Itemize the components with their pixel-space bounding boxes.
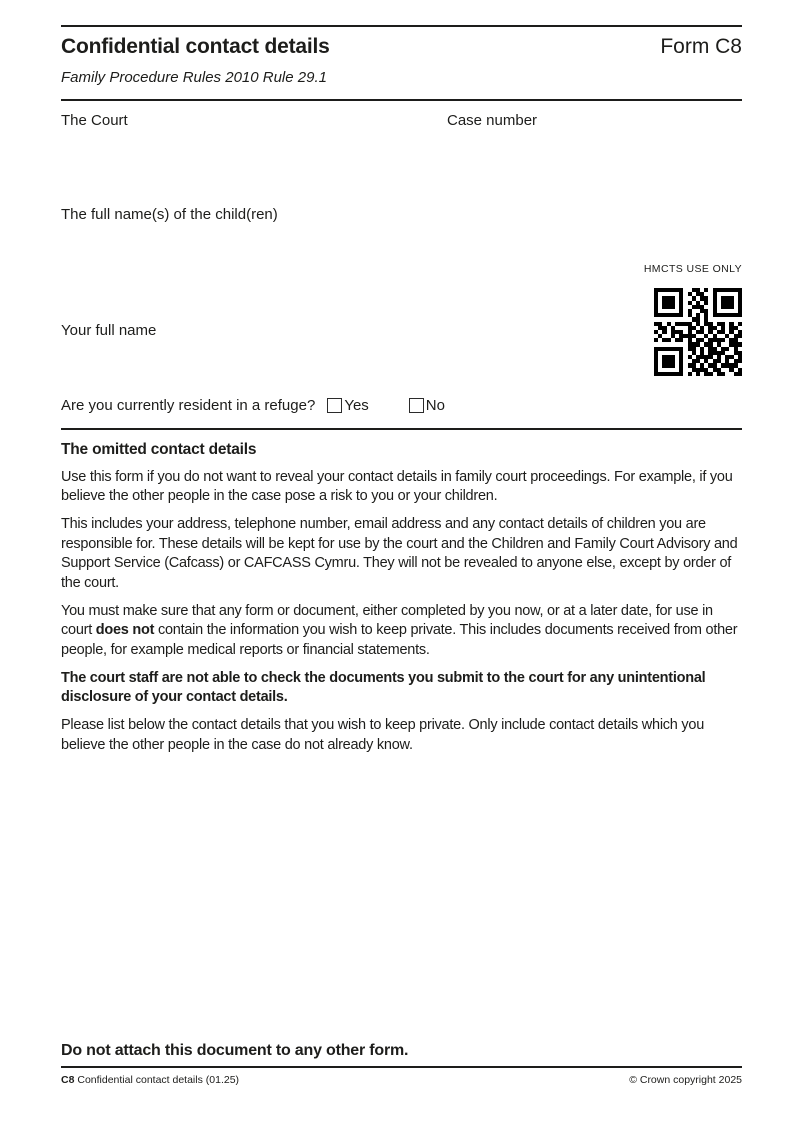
header-rule [61,99,742,101]
paragraph-3-emphasis: does not [95,622,155,638]
guidance-paragraph-4-warning: The court staff are not able to check the documents you submit to the court for any unintentional disclosure of your contact details. [61,669,706,705]
document-reference [61,1074,239,1086]
refuge-question-row [61,397,742,414]
your-full-name-label: Your full name [61,322,157,339]
guidance-paragraph-1: Use this form if you do not want to reveal your contact details in family court proceedings. For example, if you believe the other people in the case pose a risk to you or your children. [61,468,733,504]
refuge-yes-label: Yes [344,397,369,414]
guidance-paragraph-3 [61,602,742,661]
omitted-details-heading: The omitted contact details [61,441,257,458]
guidance-text-block [61,440,742,764]
refuge-yes-checkbox[interactable] [327,398,342,413]
court-label: The Court [61,112,128,129]
guidance-paragraph-5: Please list below the contact details that you wish to keep private. Only include contact details which you believe the other people in the case do not already know. [61,717,705,753]
page-footer [61,1074,742,1086]
children-names-label: The full name(s) of the child(ren) [61,206,278,223]
document-reference-text: Confidential contact details (01.25) [74,1074,240,1086]
page-title: Confidential contact details [61,35,330,58]
crown-copyright: © Crown copyright 2025 [629,1074,742,1086]
document-reference-code: C8 [61,1074,75,1086]
guidance-paragraph-2: This includes your address, telephone number, email address and any contact details of children you are responsible for. These details will be kept for use by the court and the Children and Family Court Advisory and Support Service (Cafcass) or CAFCASS Cymru. They will not be revealed to anyone else, except by order of the court. [61,516,738,591]
hmcts-qr-code [654,288,742,376]
form-header [61,35,742,59]
hmcts-use-only-label: HMCTS USE ONLY [643,263,742,275]
case-number-label: Case number [447,112,538,129]
refuge-no-label: No [425,397,445,414]
refuge-question-label: Are you currently resident in a refuge? [61,397,316,414]
your-full-name-field[interactable] [200,316,630,344]
top-rule [61,25,742,27]
case-number-field[interactable] [447,134,742,198]
rules-subtitle: Family Procedure Rules 2010 Rule 29.1 [61,69,327,86]
paragraph-3-end: contain the information you wish to keep private. This includes documents received from other people, for example medical reports or financial statements. [61,622,738,658]
court-field[interactable] [61,134,437,198]
footer-rule [61,1066,742,1068]
refuge-no-checkbox[interactable] [409,398,424,413]
do-not-attach-warning: Do not attach this document to any other form. [61,1042,409,1059]
form-number: Form C8 [660,35,742,58]
section-rule [61,428,742,430]
children-names-field[interactable] [61,228,641,284]
paragraph-3-start: You must make sure that any form or document, either completed by you now, or at a later date, for use in court [61,602,713,638]
